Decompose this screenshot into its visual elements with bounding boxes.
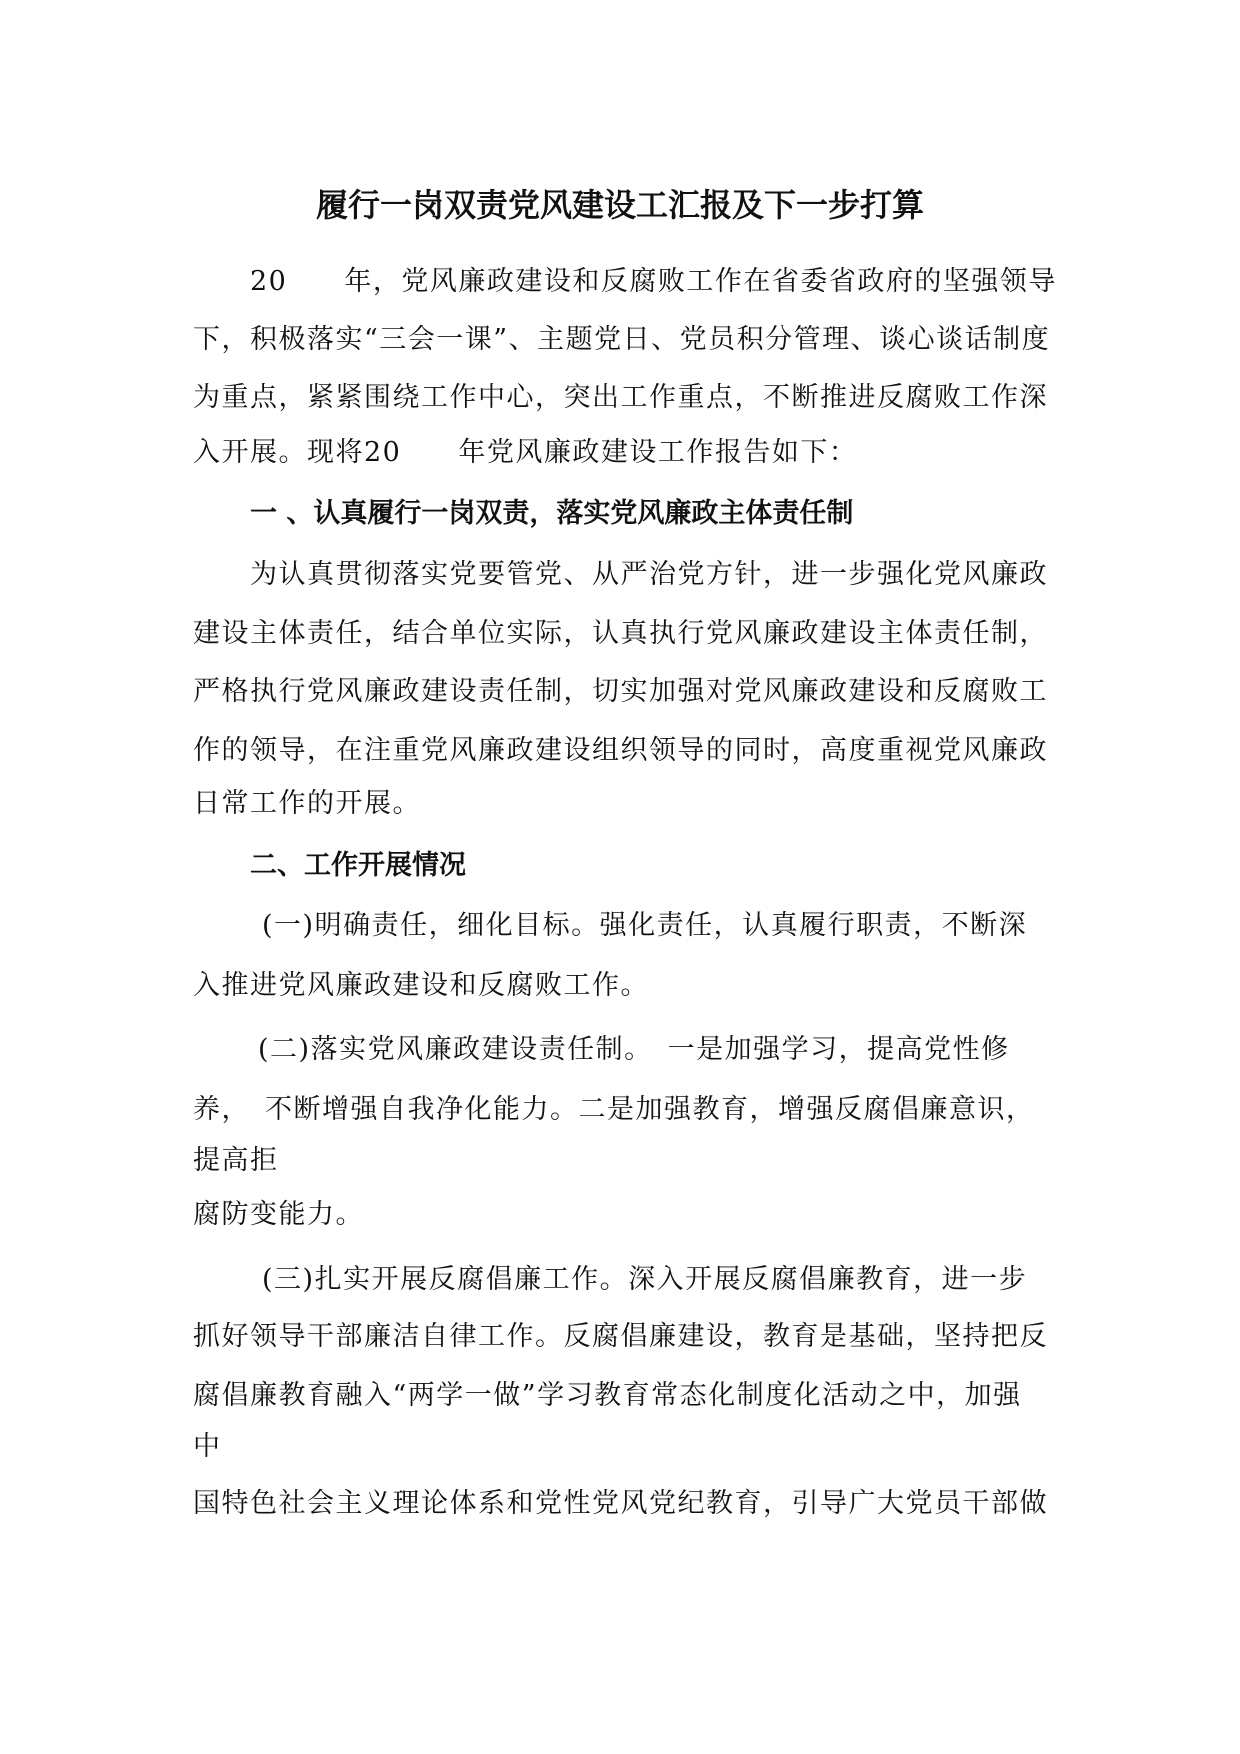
paragraph-line: 日常工作的开展。: [193, 788, 421, 819]
paragraph-line: 抓好领导干部廉洁自律工作。反腐倡廉建设，教育是基础，坚持把反: [193, 1321, 1048, 1352]
section-heading: 二、工作开展情况: [250, 850, 466, 881]
paragraph-line: 国特色社会主义理论体系和党性党风党纪教育，引导广大党员干部做: [193, 1488, 1048, 1519]
paragraph-line: 严格执行党风廉政建设责任制，切实加强对党风廉政建设和反腐败工: [193, 676, 1048, 707]
intro-line: 下，积极落实“三会一课”、主题党日、党员积分管理、谈心谈话制度: [193, 324, 1051, 355]
document-title: 履行一岗双责党风建设工汇报及下一步打算: [315, 186, 924, 224]
paragraph-line: 腐防变能力。: [193, 1199, 364, 1230]
intro-line: 20 年，党风廉政建设和反腐败工作在省委省政府的坚强领导: [250, 266, 1057, 297]
paragraph-line: 养， 不断增强自我净化能力。二是加强教育，增强反腐倡廉意识，: [193, 1094, 1035, 1125]
paragraph-line: (三)扎实开展反腐倡廉工作。深入开展反腐倡廉教育，进一步: [262, 1264, 1028, 1295]
paragraph-line: 作的领导，在注重党风廉政建设组织领导的同时，高度重视党风廉政: [193, 735, 1048, 766]
paragraph-line: 建设主体责任，结合单位实际，认真执行党风廉政建设主体责任制，: [193, 618, 1048, 649]
paragraph-line: (二)落实党风廉政建设责任制。 一是加强学习，提高党性修: [258, 1034, 1010, 1065]
paragraph-line: 为认真贯彻落实党要管党、从严治党方针，进一步强化党风廉政: [250, 559, 1048, 590]
paragraph-line: 腐倡廉教育融入“两学一做”学习教育常态化制度化活动之中，加强: [193, 1380, 1022, 1411]
paragraph-line: (一)明确责任，细化目标。强化责任，认真履行职责，不断深: [262, 910, 1028, 941]
paragraph-line: 入推进党风廉政建设和反腐败工作。: [193, 970, 649, 1001]
intro-line: 为重点，紧紧围绕工作中心，突出工作重点，不断推进反腐败工作深: [193, 382, 1048, 413]
intro-line: 入开展。现将20 年党风廉政建设工作报告如下：: [193, 437, 858, 468]
section-heading: 一 、认真履行一岗双责，落实党风廉政主体责任制: [250, 498, 854, 529]
paragraph-line: 提高拒: [193, 1145, 279, 1176]
paragraph-line: 中: [193, 1431, 222, 1462]
